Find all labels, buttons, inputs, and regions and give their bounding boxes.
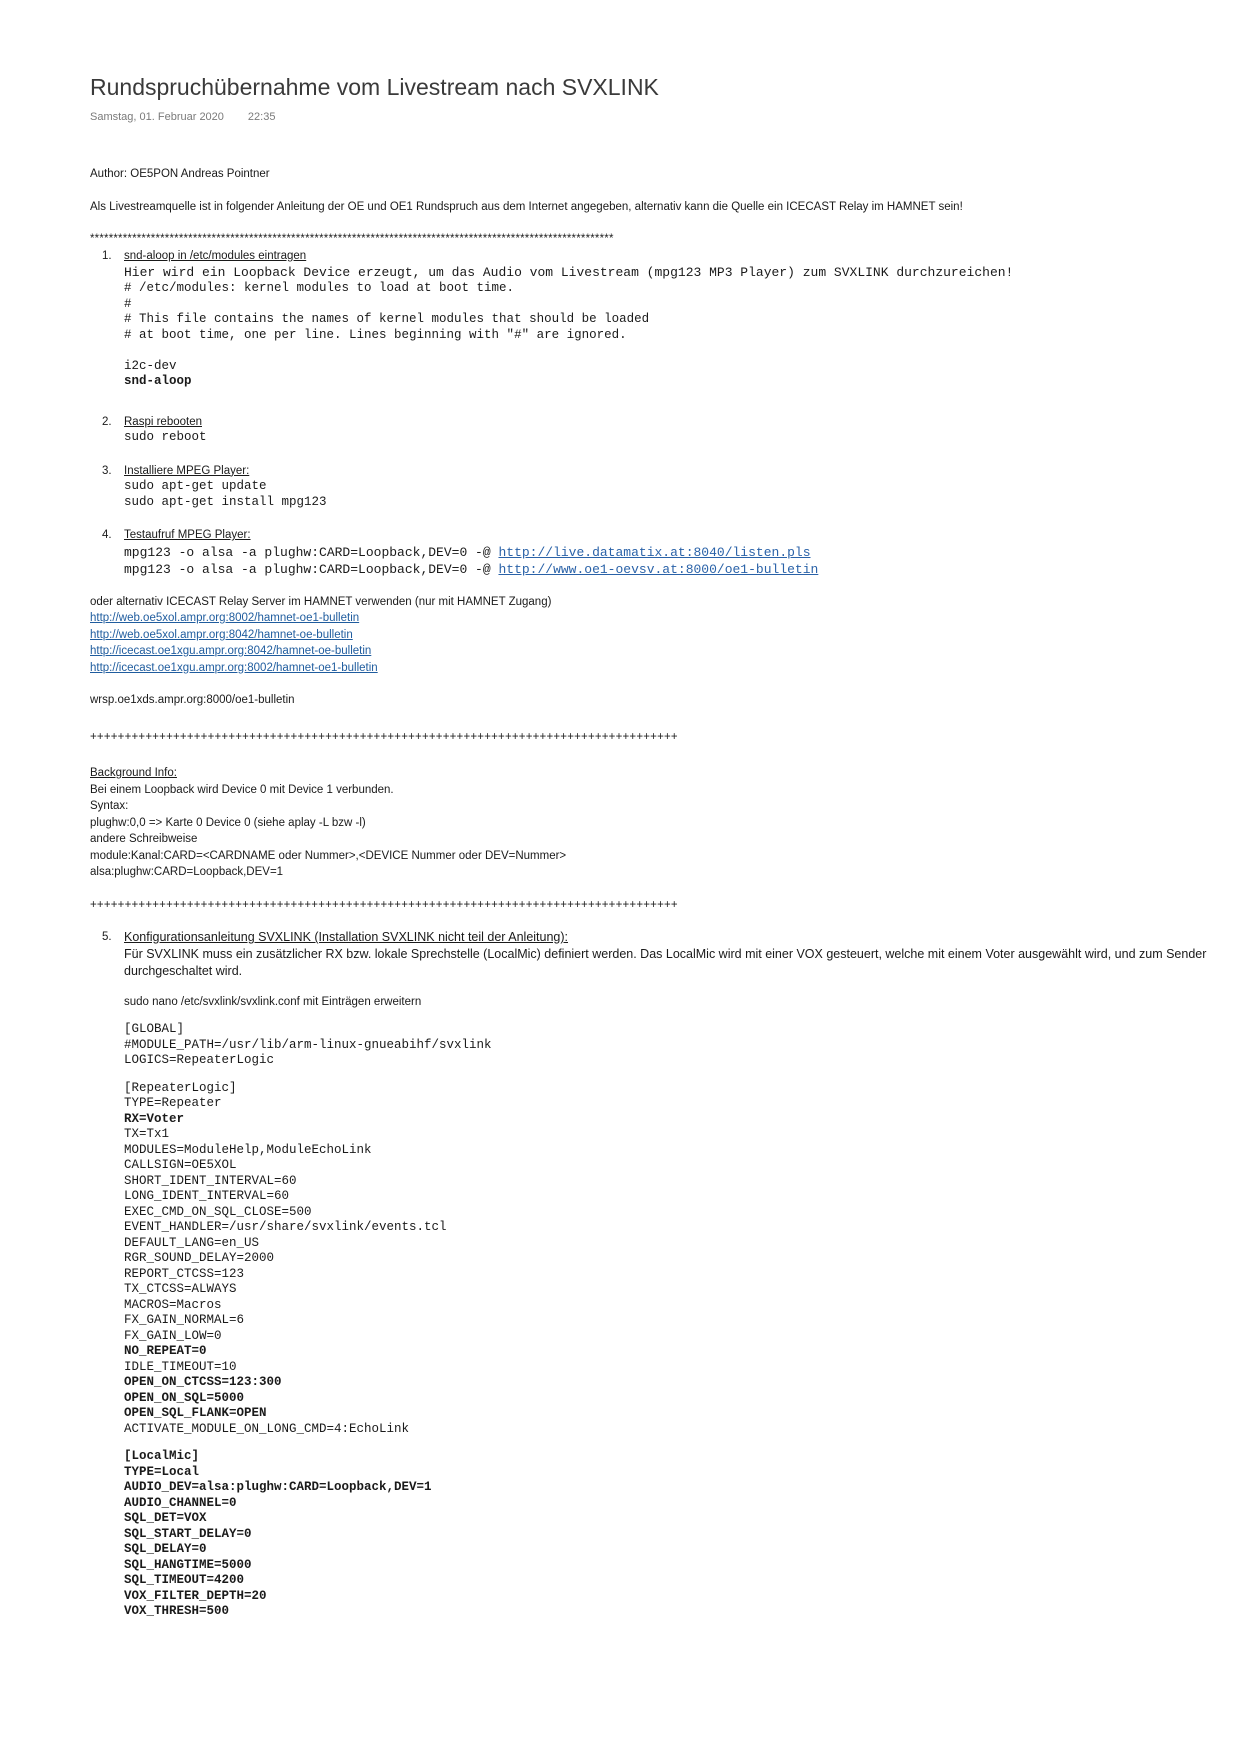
step-description: Hier wird ein Loopback Device erzeugt, um das Audio vom Livestream (mpg123 MP3 Player) zum SVXLINK durchzureichen! — [124, 265, 1014, 280]
separator-plus: +++++++++++++++++++++++++++++++++++++++++++++++++++++++++++++++++++++++++++++++++++++ — [90, 730, 678, 743]
step-number: 3. — [102, 464, 112, 477]
step-4 — [90, 527, 1230, 578]
hamnet-link[interactable]: http://icecast.oe1xgu.ampr.org:8042/hamnet-oe-bulletin — [90, 645, 372, 657]
author-line: Author: OE5PON Andreas Pointner — [90, 168, 270, 180]
step-1 — [90, 248, 1230, 390]
step-label: Installiere MPEG Player: — [124, 464, 250, 477]
config-line: ACTIVATE_MODULE_ON_LONG_CMD=4:EchoLink — [124, 1421, 410, 1436]
config-repeater-cont: TX=Tx1 MODULES=ModuleHelp,ModuleEchoLink CALLSIGN=OE5XOL SHORT_IDENT_INTERVAL=60 LONG_IDENT_INTERVAL=60 EXEC_CMD_ON_SQL_CLOSE=500 EVENT_HANDLER=/usr/share/svxlink/events.tcl DEFAULT_LANG=en_US RGR_SOUND_DELAY=2000 REPORT_CTCSS=123 TX_CTCSS=ALWAYS MACROS=Macros FX_GAIN_NORMAL=6 FX_GAIN_LOW=0 — [124, 1127, 447, 1343]
hamnet-link[interactable]: http://web.oe5xol.ampr.org:8042/hamnet-oe-bulletin — [90, 628, 353, 641]
step-2 — [90, 414, 1230, 446]
page-title: Rundspruchübernahme vom Livestream nach SVXLINK — [90, 74, 659, 100]
step-number: 5. — [102, 931, 112, 943]
step-label: Raspi rebooten — [124, 415, 202, 428]
code-block: sudo apt-get update sudo apt-get install mpg123 — [124, 479, 327, 509]
command-line — [124, 544, 1230, 561]
stream-link[interactable]: http://live.datamatix.at:8040/listen.pls — [498, 544, 811, 560]
page-datetime — [90, 111, 275, 123]
config-localmic: [LocalMic] TYPE=Local AUDIO_DEV=alsa:plughw:CARD=Loopback,DEV=1 AUDIO_CHANNEL=0 SQL_DET=VOX SQL_START_DELAY=0 SQL_DELAY=0 SQL_HANGTIME=5000 SQL_TIMEOUT=4200 VOX_FILTER_DEPTH=20 VOX_THRESH=500 — [124, 1449, 432, 1618]
wrsp-address: wrsp.oe1xds.ampr.org:8000/oe1-bulletin — [90, 694, 295, 706]
page-date: Samstag, 01. Februar 2020 — [90, 111, 224, 123]
config-global: [GLOBAL] #MODULE_PATH=/usr/lib/arm-linux-gnueabihf/svxlink LOGICS=RepeaterLogic — [124, 1022, 492, 1067]
step-number: 2. — [102, 415, 112, 428]
background-line: Syntax: — [90, 800, 129, 812]
alternative-text: oder alternativ ICECAST Relay Server im HAMNET verwenden (nur mit HAMNET Zugang) — [90, 595, 552, 608]
code-line-bold: snd-aloop — [124, 374, 192, 388]
step-number: 4. — [102, 529, 112, 541]
stream-link[interactable]: http://www.oe1-oevsv.at:8000/oe1-bulletin — [498, 561, 819, 577]
config-line-bold: NO_REPEAT=0 — [124, 1344, 207, 1358]
code-block: sudo reboot — [124, 430, 207, 444]
code-block: # /etc/modules: kernel modules to load at boot time. # # This file contains the names of kernel modules that should be loaded # at boot time, one per line. Lines beginning with "#" are ignored. i2c-dev — [124, 281, 650, 373]
background-line: module:Kanal:CARD=<CARDNAME oder Nummer>,<DEVICE Nummer oder DEV=Nummer> — [90, 849, 567, 862]
config-line-bold: RX=Voter — [124, 1111, 185, 1126]
command-prefix: mpg123 -o alsa -a plughw:CARD=Loopback,DEV=0 -@ — [124, 561, 499, 577]
page-time: 22:35 — [247, 111, 276, 123]
separator-stars: **************************************************************************************************************** — [90, 233, 614, 245]
background-line: plughw:0,0 => Karte 0 Device 0 (siehe aplay -L bzw -l) — [90, 816, 366, 829]
steps-list — [90, 248, 1230, 578]
step-label: Konfigurationsanleitung SVXLINK (Installation SVXLINK nicht teil der Anleitung): — [124, 930, 569, 944]
step-label: Testaufruf MPEG Player: — [124, 529, 251, 541]
background-heading: Background Info: — [90, 767, 177, 779]
config-repeater: [RepeaterLogic] TYPE=Repeater — [124, 1080, 237, 1110]
edit-instruction: sudo nano /etc/svxlink/svxlink.conf mit Einträgen erweitern — [124, 995, 422, 1008]
step-3 — [90, 463, 1230, 511]
step-label: snd-aloop in /etc/modules eintragen — [124, 249, 307, 262]
hamnet-link[interactable]: http://icecast.oe1xgu.ampr.org:8002/hamnet-oe1-bulletin — [90, 661, 378, 674]
background-info — [90, 765, 1230, 881]
background-line: andere Schreibweise — [90, 833, 198, 845]
step-description: Für SVXLINK muss ein zusätzlicher RX bzw. lokale Sprechstelle (LocalMic) definiert werden. Das LocalMic wird mit einer VOX gesteuert, welche mit einem Voter ausgewählt wird, und zum Sender durchgeschaltet wird. — [124, 946, 1207, 978]
separator-plus: +++++++++++++++++++++++++++++++++++++++++++++++++++++++++++++++++++++++++++++++++++++ — [90, 898, 678, 911]
hamnet-links — [90, 610, 1230, 676]
hamnet-link[interactable]: http://web.oe5xol.ampr.org:8002/hamnet-oe1-bulletin — [90, 612, 360, 624]
config-lines-bold: OPEN_ON_CTCSS=123:300 OPEN_ON_SQL=5000 OPEN_SQL_FLANK=OPEN — [124, 1375, 282, 1420]
background-line: alsa:plughw:CARD=Loopback,DEV=1 — [90, 866, 284, 878]
command-prefix: mpg123 -o alsa -a plughw:CARD=Loopback,DEV=0 -@ — [124, 544, 499, 560]
document-body — [90, 166, 1230, 1620]
command-line — [124, 561, 1230, 578]
background-line: Bei einem Loopback wird Device 0 mit Device 1 verbunden. — [90, 783, 394, 796]
step-number: 1. — [102, 249, 112, 262]
step-5 — [90, 929, 1230, 1620]
config-line: IDLE_TIMEOUT=10 — [124, 1359, 237, 1374]
intro-text: Als Livestreamquelle ist in folgender Anleitung der OE und OE1 Rundspruch aus dem Internet angegeben, alternativ kann die Quelle ein ICECAST Relay im HAMNET sein! — [90, 200, 963, 213]
